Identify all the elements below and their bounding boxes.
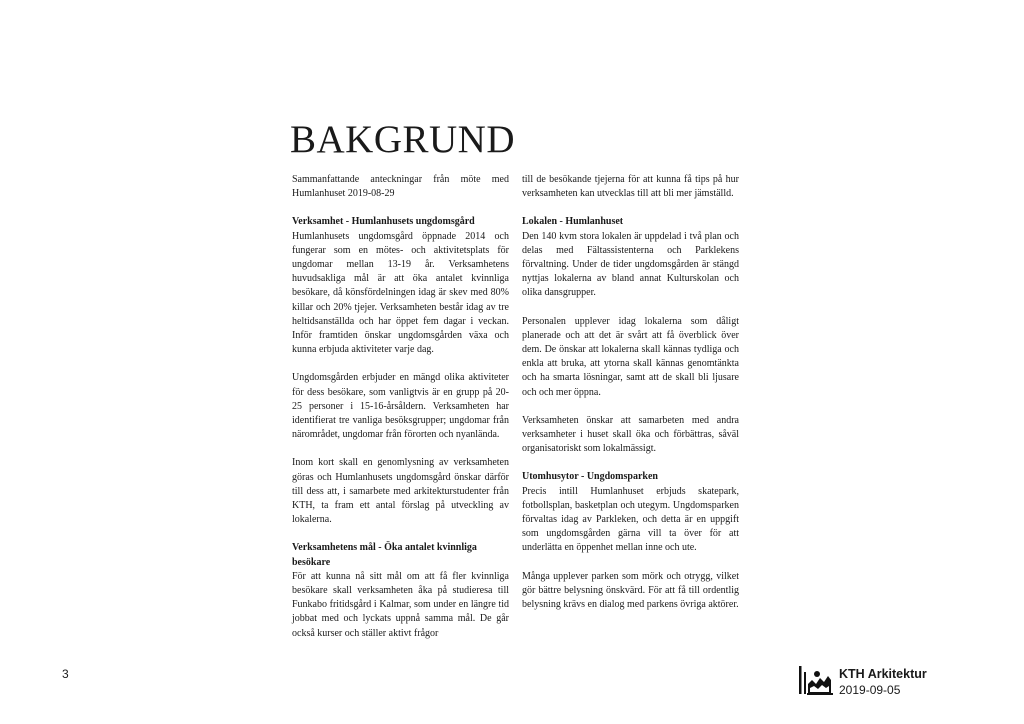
footer-brand: KTH Arkitektur <box>839 667 927 681</box>
section-heading-lokalen: Lokalen - Humlanhuset <box>522 216 624 228</box>
lokalen-paragraph-1: Den 140 kvm stora lokalen är uppdelad i två plan och delas med Fältassistenterna och Parklekens förvaltning. Under de tider ungdomsgården är stängd nyttjas lokalerna av bland annat Kulturskolan och olika dansgrupper. <box>522 230 739 299</box>
page-number: 3 <box>62 667 69 681</box>
footer-date: 2019-09-05 <box>839 683 901 697</box>
mal-paragraph-1: För att kunna nå sitt mål om att få fler kvinnliga besökare skall verksamheten åka på studieresa till Funkabo fritidsgård i Kalmar, som under en längre tid jobbat med och lyckats uppnå samma mål. De går också kurser och ställer aktivt frågor <box>292 570 509 639</box>
section-heading-mal: Verksamhetens mål - Öka antalet kvinnliga besökare <box>292 542 477 568</box>
page-title: BAKGRUND <box>290 118 516 161</box>
lokalen-paragraph-3: Verksamheten önskar att samarbeten med andra verksamheter i huset skall öka och förbättras, såväl organisatoriskt som lokalmässigt. <box>522 414 739 455</box>
verksamhet-paragraph-3: Inom kort skall en genomlysning av verksamheten göras och Humlanhusets ungdomsgård önskar därför till dess att, i samarbete med arkitekturstudenter från KTH, ta fram ett antal förslag på utveckling av lokalerna. <box>292 457 509 526</box>
continuation-paragraph: till de besökande tjejerna för att kunna få tips på hur verksamheten kan utvecklas till att bli mer jämställd. <box>522 174 739 200</box>
verksamhet-paragraph-1: Humlanhusets ungdomsgård öppnade 2014 och fungerar som en mötes- och aktivitetsplats för ungdomar mellan 13-19 år. Verksamhetens huvudsakliga mål är att öka antalet kvinnliga besökare, då könsfördelningen idag är skev med 80% killar och 20% tjejer. Verksamheten består idag av tre heltidsanställda och har öppet fem dagar i veckan. Inför framtiden önskar ungdomsgården växa och kunna erbjuda aktiviteter varje dag. <box>292 230 509 356</box>
intro-paragraph: Sammanfattande anteckningar från möte med Humlanhuset 2019-08-29 <box>292 174 509 200</box>
section-heading-utomhusytor: Utomhusytor - Ungdomsparken <box>522 471 658 483</box>
verksamhet-paragraph-2: Ungdomsgården erbjuder en mängd olika aktiviteter för dess besökare, som vanligtvis är en grupp på 20-25 personer i 15-16-årsåldern. Verksamheten har identifierat tre vanliga besöksgrupper; ungdomar från närområdet, ungdomar från förorten och nyanlända. <box>292 372 509 441</box>
utomhusytor-paragraph-2: Många upplever parken som mörk och otrygg, vilket gör bättre belysning önskvärd. För att få till ordentlig belysning krävs en dialog med parkens övriga aktörer. <box>522 570 739 611</box>
section-heading-verksamhet: Verksamhet - Humlanhusets ungdomsgård <box>292 216 475 228</box>
left-text-column <box>292 173 509 655</box>
right-text-column <box>522 173 739 626</box>
utomhusytor-paragraph-1: Precis intill Humlanhuset erbjuds skatepark, fotbollsplan, basketplan och utegym. Ungdomsparken förvaltas idag av Parkleken, och detta är en uppgift som ungdomsgården gärna vill ta över för att underlätta en öppenhet mellan inne och ute. <box>522 485 739 554</box>
kth-logo-icon <box>798 664 834 696</box>
lokalen-paragraph-2: Personalen upplever idag lokalerna som dåligt planerade och att det är svårt att få överblick över dem. De önskar att lokalerna skall kännas tydliga och enkla att bruka, att ytorna skall kännas genomtänkta och ha smarta lösningar, samt att de skall bli ljusare och och mer öppna. <box>522 315 739 398</box>
